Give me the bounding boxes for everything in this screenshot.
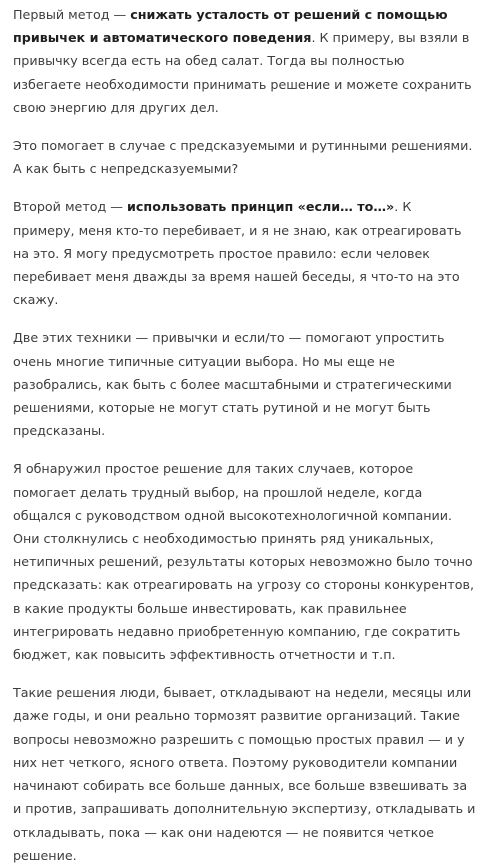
paragraph-first-method [13,3,476,119]
paragraph-two-techniques: Две этих техники — привычки и если/то — помогают упростить очень многие типичные ситуации выбора. Но мы еще не разобрались, как быть с более масштабными и стратегическими решениями, которые не могут стать рутиной и не могут быть предсказаны. [13,330,452,439]
paragraph-first-method-text: . К примеру, вы взяли в привычку всегда есть на обед салат. Тогда вы полностью избегаете необходимости принимать решение и можете сохранить свою энергию для других дел. [13,30,472,115]
paragraph-simple-solution: Я обнаружил простое решение для таких случаев, которое помогает делать трудный выбор, на прошлой неделе, когда общался с руководством одной высокотехнологичной компании. Они столкнулись с необходимостью принять ряд уникальных, нетипичных решений, результаты которых невозможно было точно предсказать: как отреагировать на угрозу со стороны конкурентов, в какие продукты больше инвестировать, как правильнее интегрировать недавно приобретенную компанию, где сократить бюджет, как повысить эффективность отчетности и т.п. [13,461,474,663]
paragraph-first-method-emphasis: снижать усталость от решений с помощью привычек и автоматического поведения [13,7,448,46]
paragraph-second-method-text: . К примеру, меня кто-то перебивает, и я не знаю, как отреагировать на это. Я могу предусмотреть простое правило: если человек перебивает меня дважды за время нашей беседы, я что-то на это скажу. [13,199,462,308]
paragraph-second-method-lead: Второй метод — [13,199,128,215]
paragraph-predictable: Это помогает в случае с предсказуемыми и рутинными решениями. А как быть с непредсказуемыми? [13,138,473,177]
paragraph-second-method [13,195,476,311]
paragraph-postponed-decisions: Такие решения люди, бывает, откладывают на недели, месяцы или даже годы, и они реально тормозят развитие организаций. Такие вопросы невозможно разрешить с помощью простых правил — и у них нет четкого, ясного ответа. Поэтому руководители компании начинают собирать все больше данных, все больше взвешивать за и против, запрашивать дополнительную экспертизу, откладывать и откладывать, пока — как они надеются — не появится четкое решение. [13,685,476,863]
paragraph-second-method-emphasis: использовать принцип «если… то…» [127,199,395,215]
paragraph-first-method-lead: Первый метод — [13,7,131,22]
